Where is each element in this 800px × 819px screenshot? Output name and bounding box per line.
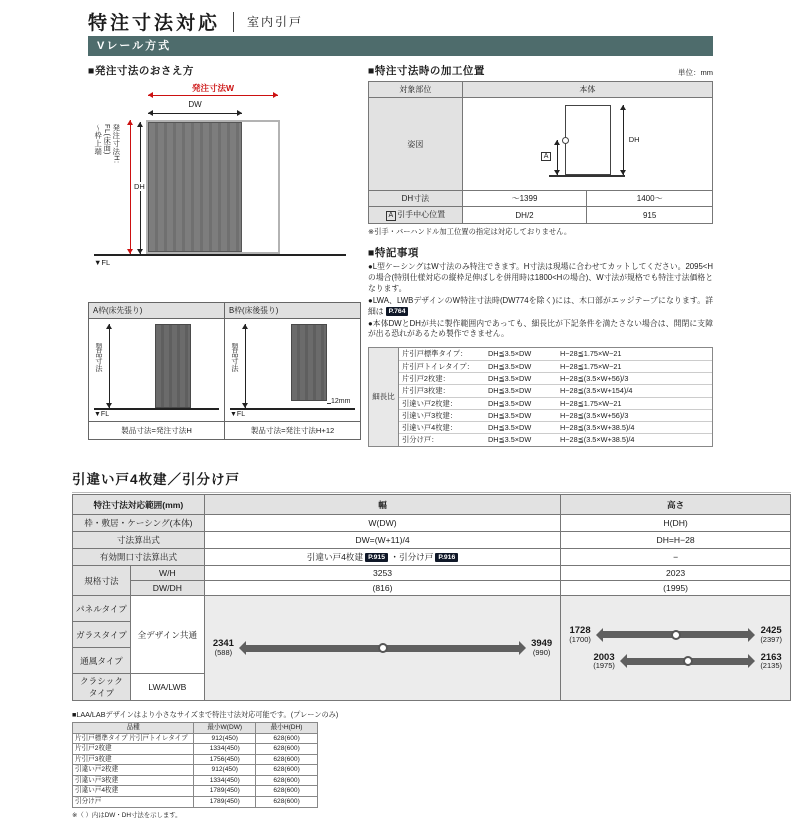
dh-range-2: 1400〜 <box>587 191 713 207</box>
dh-range-1: 〜1399 <box>462 191 587 207</box>
height-formula: DH=H−28 <box>561 532 791 549</box>
dh-label: DH <box>134 182 145 191</box>
ratio-row: 引違い戸4枚建： DH≦3.5×DW H−28≦(3.5×W+38.5)/4 <box>399 422 712 434</box>
frame-a-diagram <box>88 302 225 440</box>
note-bullet: ●LWA、LWBデザインのW特注寸法時(DW774を除く)には、木口部がエッジテープになります。詳細は P.764 <box>368 295 713 316</box>
ratio-label: 細長比 <box>369 348 399 445</box>
opening-height-value: − <box>561 549 791 566</box>
slenderness-ratio-table <box>368 347 713 446</box>
hdr-range: 特注寸法対応範囲(mm) <box>73 495 205 515</box>
table-row: 片引戸2枚建 1334(450) 628(600) <box>73 744 318 755</box>
classic-design-cell: LWA/LWB <box>130 674 204 701</box>
dh-arrow-icon <box>623 105 624 175</box>
a-dimension-arrow-icon <box>557 140 558 175</box>
ordering-section-heading: ■発注寸法のおさえ方 <box>88 65 194 77</box>
page-subtitle: 室内引戸 <box>247 15 304 29</box>
row-label-figure: 姿図 <box>369 98 463 191</box>
dimension-range-table <box>72 494 791 701</box>
hdr-height: 高さ <box>561 495 791 515</box>
door-panel <box>291 324 327 401</box>
row-type-vent: 通風タイプ <box>73 648 131 674</box>
range-dot-icon <box>378 643 388 653</box>
processing-position-table <box>368 81 713 224</box>
handle-center-value-1: DH/2 <box>462 207 587 224</box>
handle-center-icon <box>562 137 569 144</box>
col-header-body: 本体 <box>462 82 712 98</box>
note-bullet: ●本体DWとDHが共に製作範囲内であっても、細長比が下記条件を満たさない場合は、開閉に支障が出る恐れがあるため製作できません。 <box>368 318 713 339</box>
door-outline <box>565 105 611 175</box>
row-type-panel: パネルタイプ <box>73 596 131 622</box>
page-ref-badge-p764[interactable]: P.764 <box>386 307 409 316</box>
ratio-row: 片引戸トイレタイプ： DH≦3.5×DW H−28≦1.75×W−21 <box>399 361 712 373</box>
all-design-cell: 全デザイン共通 <box>130 596 204 674</box>
ratio-row: 引違い戸2枚建： DH≦3.5×DW H−28≦1.75×W−21 <box>399 398 712 410</box>
range-dot-icon <box>683 656 693 666</box>
range-bar-icon <box>246 645 519 652</box>
dwdh-label: DW/DH <box>130 581 204 596</box>
processing-section-heading: ■特注寸法時の加工位置 <box>368 65 485 77</box>
ratio-row: 片引戸標準タイプ： DH≦3.5×DW H−28≦1.75×W−21 <box>399 348 712 360</box>
page-header <box>88 8 303 35</box>
ordering-dimension-section <box>88 63 362 440</box>
door-panel <box>155 324 191 408</box>
ratio-row: 片引戸2枚建： DH≦3.5×DW H−28≦(3.5×W+56)/3 <box>399 373 712 385</box>
page-ref-badge-p916[interactable]: P.916 <box>435 553 458 562</box>
product-dim-label: 製品寸法 <box>231 343 240 372</box>
dh-label: DH <box>628 135 640 144</box>
table-row: 引違い戸3枚建 1334(450) 628(600) <box>73 775 318 786</box>
laa-lab-section <box>72 710 392 819</box>
frame-a-title: A枠(床先張り) <box>89 303 224 319</box>
product-dim-arrow-icon <box>245 324 246 408</box>
rail-type-bar: Vレール方式 <box>88 36 713 56</box>
range-bar-icon <box>603 631 748 638</box>
processing-note: ※引手・バーハンドル加工位置の指定は対応しておりません。 <box>368 227 572 236</box>
opening-formula-cell: 引違い戸4枚建 P.915 ・引分け戸 P.916 <box>204 549 560 566</box>
page-ref-badge-p915[interactable]: P.915 <box>365 553 388 562</box>
width-formula: DW=(W+11)/4 <box>204 532 560 549</box>
hdr-width: 幅 <box>204 495 560 515</box>
width-range-diagram: 2341 (588) 3949 (990) <box>212 638 553 658</box>
frame-b-title: B枠(床後張り) <box>225 303 360 319</box>
page-title: 特注寸法対応 <box>88 13 221 34</box>
fl-marker: ▼FL <box>230 411 246 418</box>
floor-line <box>94 254 346 256</box>
range-bar-icon <box>627 658 748 665</box>
bottom-section-heading: 引違い戸4枚建／引分け戸 <box>72 468 791 493</box>
special-notes <box>368 262 713 340</box>
row-label-handle-center: A 引手中心位置 <box>369 207 463 224</box>
floor-line <box>94 408 219 410</box>
fl-marker: ▼FL <box>94 258 111 267</box>
header-divider <box>233 12 234 32</box>
standard-dw: (816) <box>204 581 560 596</box>
product-dim-arrow-icon <box>109 324 110 408</box>
row-standard-label: 規格寸法 <box>73 566 131 596</box>
frame-b-diagram <box>224 302 361 440</box>
floor-line <box>230 408 355 410</box>
standard-dh: (1995) <box>561 581 791 596</box>
row-formula-label: 寸法算出式 <box>73 532 205 549</box>
table-row: 片引戸3枚建 1756(450) 628(600) <box>73 754 318 765</box>
table-row: 引分け戸 1789(450) 628(600) <box>73 797 318 808</box>
order-height-label: 発注寸法H: FL(床面) 〜枠上端 <box>94 124 122 164</box>
table-row: 引違い戸4枚建 1789(450) 628(600) <box>73 786 318 797</box>
frame-a-formula: 製品寸法=発注寸法H <box>89 421 224 439</box>
row-label-dh: DH寸法 <box>369 191 463 207</box>
ratio-row: 引違い戸3枚建： DH≦3.5×DW H−28≦(3.5×W+56)/3 <box>399 410 712 422</box>
dw-label: DW <box>188 100 202 109</box>
ratio-row: 引分け戸： DH≦3.5×DW H−28≦(3.5×W+38.5)/4 <box>402 435 635 445</box>
gap-label: 12mm <box>331 398 351 405</box>
small-table-footnote: ※（ ）内はDW・DH寸法を示します。 <box>72 811 182 819</box>
wh-label: W/H <box>130 566 204 581</box>
minimum-size-table <box>72 722 318 808</box>
fl-marker: ▼FL <box>94 411 110 418</box>
row-type-classic: クラシックタイプ <box>73 674 131 701</box>
hdr-type: 品種 <box>73 723 194 734</box>
order-height-arrow-icon <box>130 120 131 254</box>
note-bullet: ●L型ケーシングはW寸法のみ特注できます。H寸法は現場に合わせてカットしてください。2095<Hの場合(特別仕様対応の縦枠足伸ばしを併用時は1800<Hの場合)、W寸法が規格でも特注寸法価格となります。 <box>368 262 713 293</box>
unit-label: 単位：mm <box>678 68 713 77</box>
frame-width-symbol: W(DW) <box>204 515 560 532</box>
standard-w: 3253 <box>204 566 560 581</box>
door-panel <box>148 122 242 252</box>
frame-detail-diagrams <box>88 302 362 440</box>
height-range-diagram-2: 2003 (1975) 2163 (2135) <box>593 651 782 671</box>
ratio-row: 片引戸3枚建： DH≦3.5×DW H−28≦(3.5×W+154)/4 <box>399 385 712 397</box>
notes-section-heading: ■特記事項 <box>368 247 419 259</box>
a-label: A <box>541 152 552 161</box>
frame-b-formula: 製品寸法=発注寸法H+12 <box>225 421 360 439</box>
hdr-min-w: 最小W(DW) <box>194 723 256 734</box>
processing-figure <box>465 100 710 188</box>
floor-line <box>549 175 625 177</box>
col-header-part: 対象部位 <box>369 82 463 98</box>
processing-section <box>368 63 713 447</box>
order-width-label: 発注寸法W <box>191 83 235 93</box>
frame-height-symbol: H(DH) <box>561 515 791 532</box>
order-width-arrow-icon <box>148 95 278 96</box>
row-opening-label: 有効開口寸法算出式 <box>73 549 205 566</box>
height-range-diagram-1: 1728 (1700) 2425 (2397) <box>569 624 782 644</box>
standard-h: 2023 <box>561 566 791 581</box>
laa-lab-note: ■LAA/LABデザインはより小さなサイズまで特注寸法対応可能です。(プレーンのみ) <box>72 710 339 719</box>
handle-center-value-2: 915 <box>587 207 713 224</box>
hdr-min-h: 最小H(DH) <box>256 723 318 734</box>
table-row: 片引戸標準タイプ 片引戸トイレタイプ 912(450) 628(600) <box>73 733 318 744</box>
range-dot-icon <box>671 630 681 640</box>
dw-arrow-icon <box>148 113 242 114</box>
row-frame-label: 枠・敷居・ケーシング(本体) <box>73 515 205 532</box>
height-range-diagrams <box>561 596 790 700</box>
product-dim-label: 製品寸法 <box>95 343 104 372</box>
row-type-glass: ガラスタイプ <box>73 622 131 648</box>
table-row: 引違い戸2枚建 912(450) 628(600) <box>73 765 318 776</box>
ordering-dimension-diagram <box>88 82 362 296</box>
